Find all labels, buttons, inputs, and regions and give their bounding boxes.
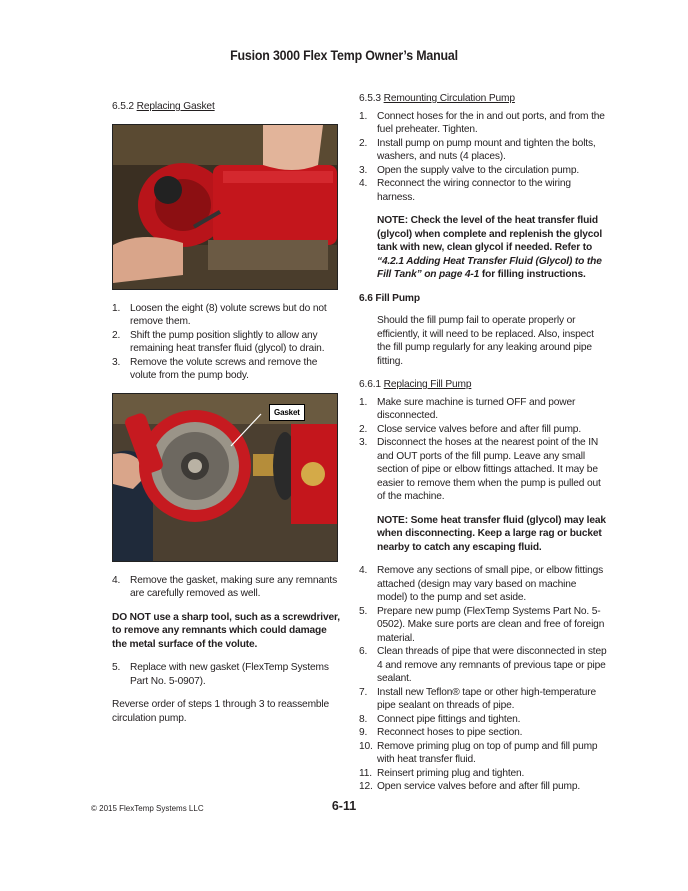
reassemble-paragraph: Reverse order of steps 1 through 3 to reassemble circulation pump. (112, 699, 330, 724)
section-title: Replacing Fill Pump (383, 379, 472, 390)
steps-list-a (112, 302, 344, 383)
list-item: 1. Loosen the eight (8) volute screws but do not remove them. (112, 302, 327, 327)
steps-list-653 (359, 110, 609, 205)
left-column (112, 100, 344, 735)
list-item: 2. Install pump on pump mount and tighten the bolts, washers, and nuts (4 places). (359, 137, 596, 162)
list-item: 1. Make sure machine is turned OFF and power disconnected. (359, 396, 576, 421)
page-title: Fusion 3000 Flex Temp Owner’s Manual (230, 48, 458, 63)
section-6-6-heading: 6.6 Fill Pump (359, 292, 420, 304)
section-number: 6.5.3 (359, 93, 381, 104)
steps-list-661a (359, 396, 609, 504)
section-6-5-3-heading (359, 92, 609, 106)
list-item: 4. Remove any sections of small pipe, or elbow fittings attached (design may vary based on machine model) to the pump and set aside. (359, 565, 604, 603)
photo-gasket (112, 393, 338, 562)
list-item: 2. Shift the pump position slightly to allow any remaining heat transfer fluid (glycol) to drain. (112, 329, 325, 354)
section-number: 6.6.1 (359, 379, 381, 390)
section-title: Replacing Gasket (136, 101, 215, 112)
page-number: 6-11 (331, 799, 357, 813)
list-item: 2. Close service valves before and after fill pump. (359, 423, 582, 435)
list-item: 4. Remove the gasket, making sure any remnants are carefully removed as well. (112, 574, 338, 599)
list-item: 3. Remove the volute screws and remove the volute from the pump body. (112, 356, 318, 381)
section-6-6-1-heading (359, 378, 609, 392)
section-number: 6.5.2 (112, 101, 134, 112)
list-item: 5. Replace with new gasket (FlexTemp Systems Part No. 5-0907). (112, 662, 329, 687)
list-item: 7. Install new Teflon® tape or other high-temperature pipe sealant on threads of pipe. (359, 686, 596, 711)
glycol-leak-note: NOTE: Some heat transfer fluid (glycol) may leak when disconnecting. Keep a large rag or bucket nearby to catch any escaping fluid. (377, 514, 606, 553)
list-item: 1. Connect hoses for the in and out ports, and from the fuel preheater. Tighten. (359, 110, 605, 135)
pump-photo-1 (113, 125, 337, 289)
section-title: Remounting Circulation Pump (383, 93, 515, 104)
section-6-5-2-heading (112, 100, 344, 114)
copyright-notice: © 2015 FlexTemp Systems LLC (91, 804, 204, 813)
gasket-callout-label: Gasket (269, 404, 305, 422)
list-item: 12. Open service valves before and after fill pump. (359, 781, 581, 792)
list-item: 5. Prepare new pump (FlexTemp Systems Part No. 5-0502). Make sure ports are clean and free of foreign material. (359, 605, 605, 644)
warning-note: DO NOT use a sharp tool, such as a screwdriver, to remove any remnants which could damage the metal surface of the volute. (112, 611, 340, 650)
list-item: 6. Clean threads of pipe that were disconnected in step 4 and remove any remnants of previous tape or pipe sealant. (359, 646, 607, 684)
right-column (359, 92, 609, 804)
list-item: 8. Connect pipe fittings and tighten. (359, 713, 521, 725)
steps-list-b (112, 574, 344, 601)
steps-list-661b (359, 564, 609, 794)
cross-reference-link[interactable]: “4.2.1 Adding Heat Transfer Fluid (Glycol) to the Fill Tank” on page 4-1 (377, 255, 602, 280)
list-item: 9. Reconnect hoses to pipe section. (359, 727, 523, 738)
steps-list-c (112, 661, 344, 688)
list-item: 10. Remove priming plug on top of pump and fill pump with heat transfer fluid. (359, 740, 598, 765)
glycol-level-note: NOTE: Check the level of the heat transfer fluid (glycol) when complete and replenish the glycol tank with new, clean glycol if needed. Refer to “4.2.1 Adding Heat Transfer Fluid (Glycol) to the Fill Tank” on page 4-1 for filling instructions. (377, 215, 603, 280)
list-item: 11. Reinsert priming plug and tighten. (359, 767, 525, 779)
list-item: 3. Open the supply valve to the circulation pump. (359, 164, 580, 176)
fill-pump-paragraph: Should the fill pump fail to operate properly or efficiently, it will need to be replaced. Also, inspect the fill pump regularly for any leaking around pipe fitting. (377, 315, 594, 367)
list-item: 3. Disconnect the hoses at the nearest point of the IN and OUT ports of the fill pump. Leave any small section of pipe or elbow fittings attached. It may be easier to remove them when the pump is pulled out of the machine. (359, 437, 601, 502)
list-item: 4. Reconnect the wiring connector to the wiring harness. (359, 178, 571, 203)
photo-loosening-volute-screws (112, 124, 338, 290)
